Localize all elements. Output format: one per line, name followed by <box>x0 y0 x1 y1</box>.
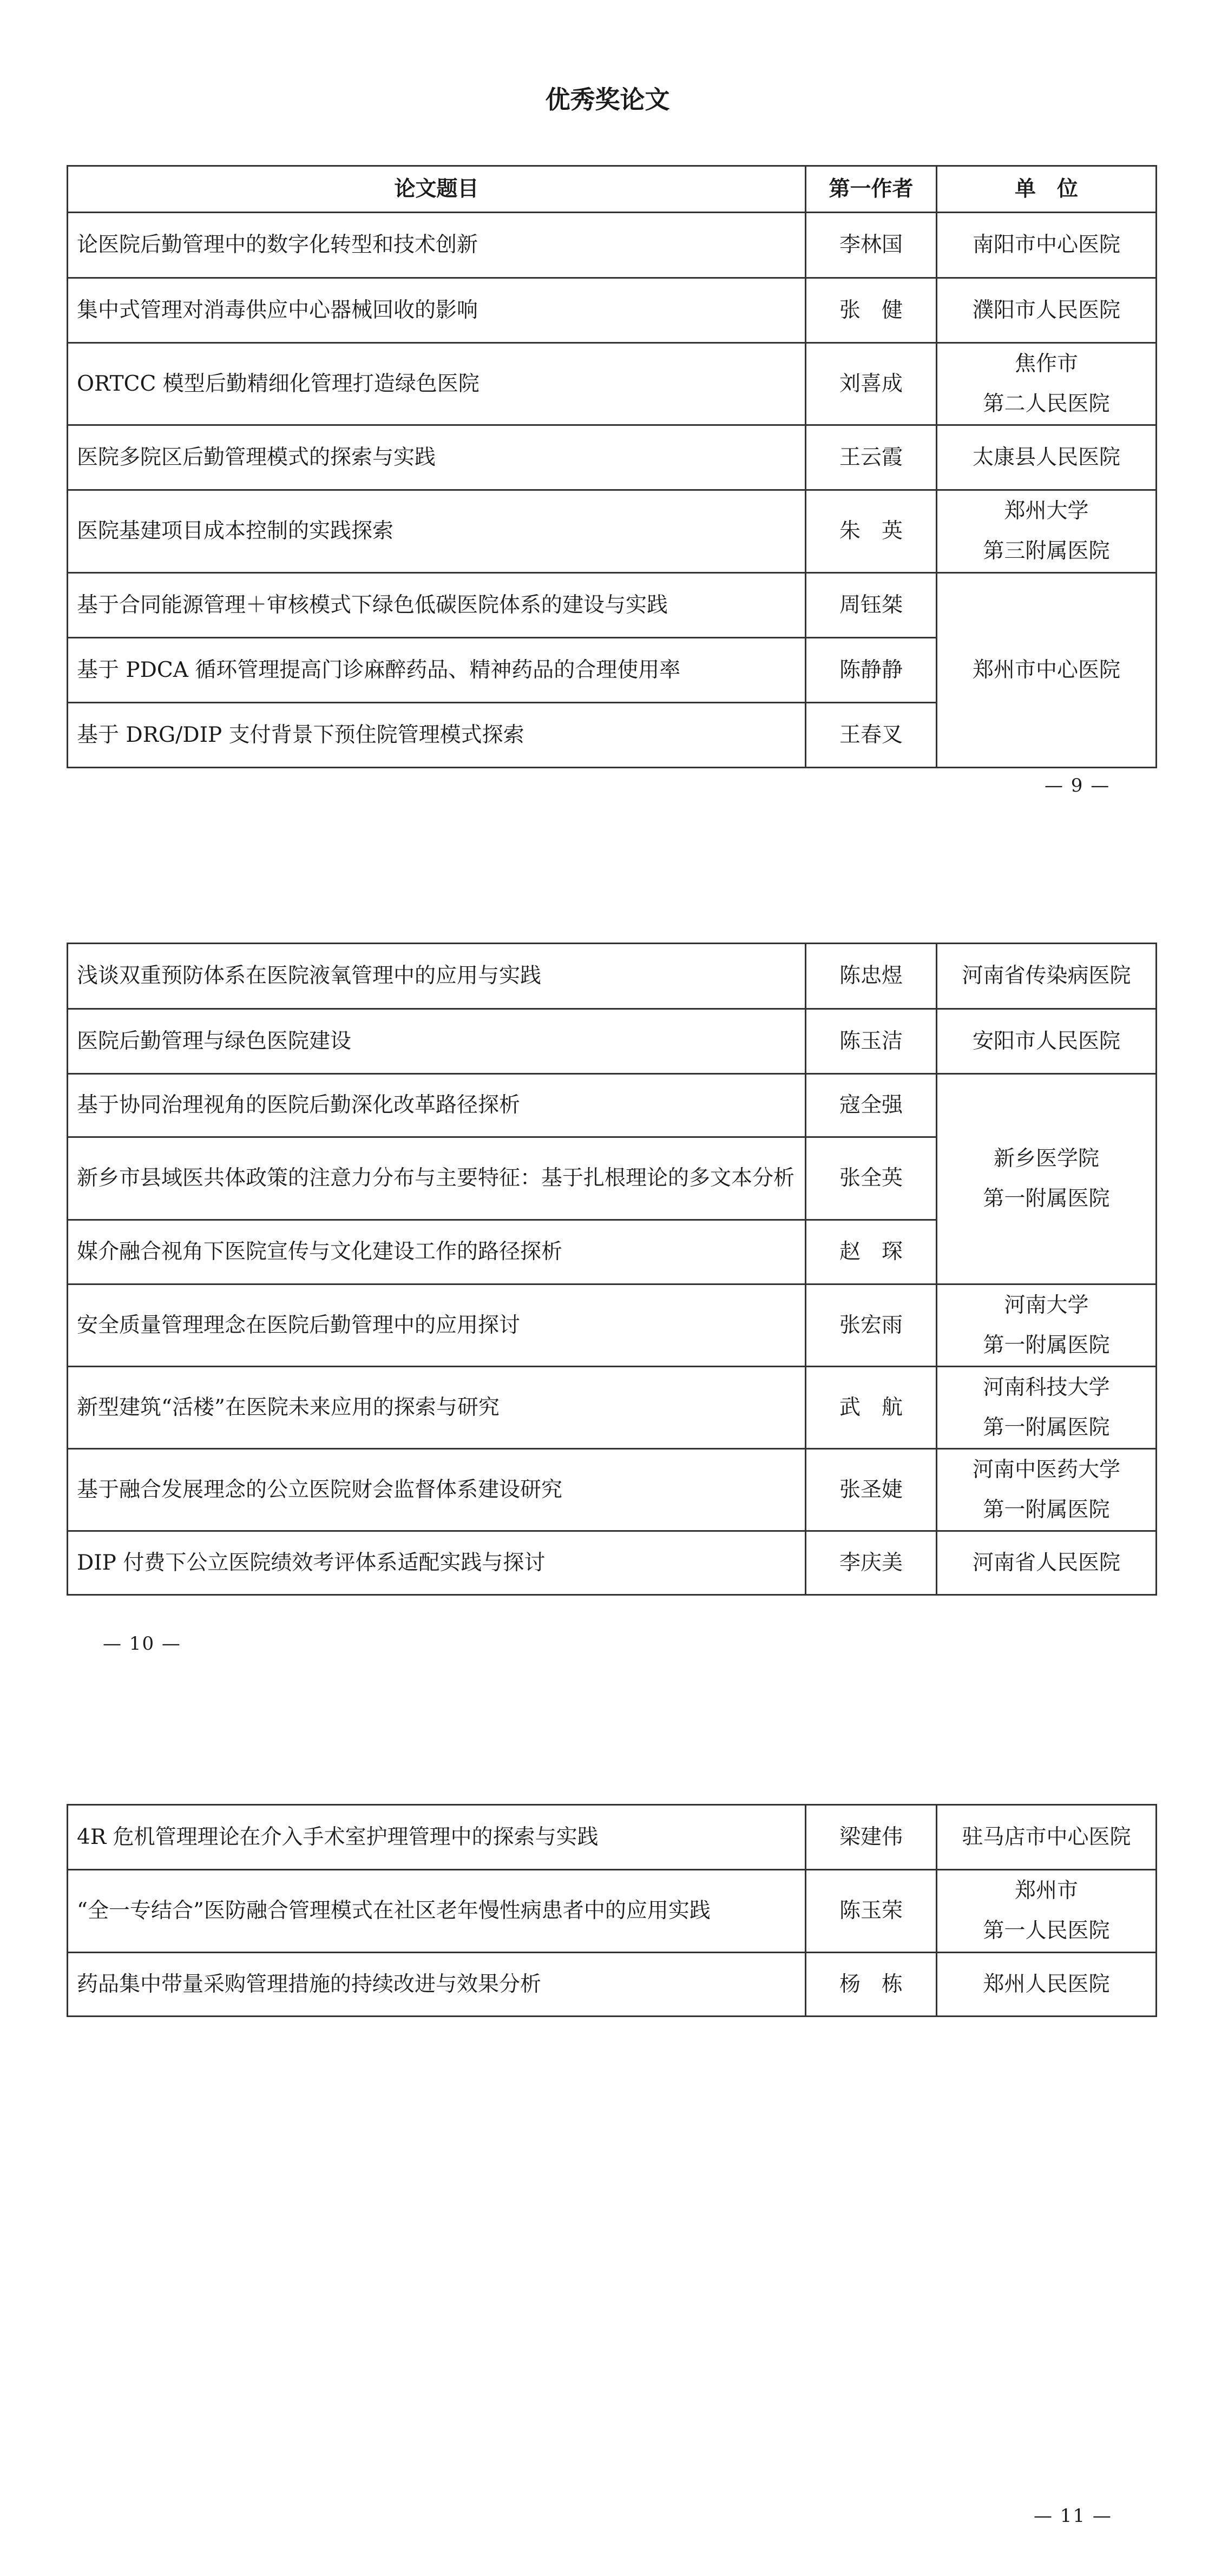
table-row <box>68 573 1157 638</box>
paper-title: 论医院后勤管理中的数字化转型和技术创新 <box>68 213 806 278</box>
paper-title: 药品集中带量采购管理措施的持续改进与效果分析 <box>68 1953 806 2017</box>
first-author: 张圣婕 <box>806 1449 937 1531</box>
table-row <box>68 343 1157 425</box>
unit: 郑州市中心医院 <box>937 573 1157 768</box>
unit-line-2: 第一附属医院 <box>983 1187 1110 1211</box>
paper-title: 安全质量管理理念在医院后勤管理中的应用探讨 <box>68 1284 806 1367</box>
header-first-author: 第一作者 <box>806 166 937 213</box>
unit-line-1: 焦作市 <box>1014 351 1078 376</box>
table-row <box>68 490 1157 573</box>
unit: 河南省传染病医院 <box>937 944 1157 1009</box>
first-author: 陈玉荣 <box>806 1870 937 1953</box>
table-row <box>68 213 1157 278</box>
table-row <box>68 1870 1157 1953</box>
table-header-row <box>68 166 1157 213</box>
paper-title: 基于合同能源管理＋审核模式下绿色低碳医院体系的建设与实践 <box>68 573 806 638</box>
paper-title: 新型建筑“活楼”在医院未来应用的探索与研究 <box>68 1367 806 1449</box>
paper-title: “全一专结合”医防融合管理模式在社区老年慢性病患者中的应用实践 <box>68 1870 806 1953</box>
paper-title: 媒介融合视角下医院宣传与文化建设工作的路径探析 <box>68 1220 806 1284</box>
paper-title: 基于协同治理视角的医院后勤深化改革路径探析 <box>68 1074 806 1137</box>
page-number: — 9 — <box>1045 775 1111 796</box>
unit: 濮阳市人民医院 <box>937 278 1157 343</box>
document-title: 优秀奖论文 <box>545 85 670 114</box>
first-author: 张 健 <box>806 278 937 343</box>
table-row <box>68 278 1157 343</box>
awards-table-page-11 <box>67 1804 1157 2017</box>
unit: 驻马店市中心医院 <box>937 1805 1157 1870</box>
page-number: — 10 — <box>103 1633 181 1655</box>
first-author: 朱 英 <box>806 490 937 573</box>
paper-title: 4R 危机管理理论在介入手术室护理管理中的探索与实践 <box>68 1805 806 1870</box>
first-author: 李林国 <box>806 213 937 278</box>
unit-line-1: 河南中医药大学 <box>972 1457 1120 1482</box>
unit-line-1: 新乡医学院 <box>993 1147 1099 1171</box>
table-row <box>68 1531 1157 1595</box>
table-row <box>68 1953 1157 2017</box>
unit <box>937 1367 1157 1449</box>
first-author: 杨 栋 <box>806 1953 937 2017</box>
first-author: 陈玉洁 <box>806 1009 937 1074</box>
first-author: 张全英 <box>806 1137 937 1220</box>
table-row <box>68 425 1157 490</box>
first-author: 陈静静 <box>806 638 937 703</box>
unit-line-2: 第一附属医院 <box>983 1497 1110 1522</box>
unit <box>937 1074 1157 1284</box>
paper-title: ORTCC 模型后勤精细化管理打造绿色医院 <box>68 343 806 425</box>
unit-line-2: 第二人民医院 <box>983 391 1110 416</box>
first-author: 李庆美 <box>806 1531 937 1595</box>
paper-title: 浅谈双重预防体系在医院液氧管理中的应用与实践 <box>68 944 806 1009</box>
paper-title: 集中式管理对消毒供应中心器械回收的影响 <box>68 278 806 343</box>
unit: 南阳市中心医院 <box>937 213 1157 278</box>
unit <box>937 1284 1157 1367</box>
unit <box>937 1449 1157 1531</box>
first-author: 武 航 <box>806 1367 937 1449</box>
unit-line-2: 第一附属医院 <box>983 1333 1110 1358</box>
paper-title: 基于 DRG/DIP 支付背景下预住院管理模式探索 <box>68 703 806 768</box>
unit-line-1: 郑州市 <box>1014 1879 1078 1903</box>
table-row <box>68 1367 1157 1449</box>
unit: 郑州人民医院 <box>937 1953 1157 2017</box>
unit <box>937 343 1157 425</box>
first-author: 刘喜成 <box>806 343 937 425</box>
table-row <box>68 944 1157 1009</box>
unit <box>937 490 1157 573</box>
paper-title: 医院基建项目成本控制的实践探索 <box>68 490 806 573</box>
unit-line-1: 河南大学 <box>1004 1293 1089 1317</box>
unit-line-1: 郑州大学 <box>1004 499 1089 523</box>
first-author: 陈忠煜 <box>806 944 937 1009</box>
header-paper-title: 论文题目 <box>68 166 806 213</box>
paper-title: 基于 PDCA 循环管理提高门诊麻醉药品、精神药品的合理使用率 <box>68 638 806 703</box>
first-author: 王云霞 <box>806 425 937 490</box>
awards-table-page-10 <box>67 943 1157 1596</box>
unit-line-2: 第三附属医院 <box>983 539 1110 563</box>
unit: 太康县人民医院 <box>937 425 1157 490</box>
first-author: 王春叉 <box>806 703 937 768</box>
table-row <box>68 1009 1157 1074</box>
paper-title: DIP 付费下公立医院绩效考评体系适配实践与探讨 <box>68 1531 806 1595</box>
table-row <box>68 1074 1157 1137</box>
unit-line-2: 第一人民医院 <box>983 1919 1110 1943</box>
header-unit: 单 位 <box>937 166 1157 213</box>
unit-line-1: 河南科技大学 <box>983 1375 1110 1400</box>
first-author: 赵 琛 <box>806 1220 937 1284</box>
table-row <box>68 1805 1157 1870</box>
first-author: 周钰桀 <box>806 573 937 638</box>
unit: 安阳市人民医院 <box>937 1009 1157 1074</box>
unit: 河南省人民医院 <box>937 1531 1157 1595</box>
paper-title: 新乡市县域医共体政策的注意力分布与主要特征：基于扎根理论的多文本分析 <box>68 1137 806 1220</box>
paper-title: 医院多院区后勤管理模式的探索与实践 <box>68 425 806 490</box>
paper-title: 基于融合发展理念的公立医院财会监督体系建设研究 <box>68 1449 806 1531</box>
unit <box>937 1870 1157 1953</box>
first-author: 张宏雨 <box>806 1284 937 1367</box>
first-author: 寇全强 <box>806 1074 937 1137</box>
first-author: 梁建伟 <box>806 1805 937 1870</box>
table-row <box>68 1284 1157 1367</box>
awards-table-page-9 <box>67 165 1157 768</box>
unit-line-2: 第一附属医院 <box>983 1415 1110 1440</box>
page-number: — 11 — <box>1034 2505 1112 2527</box>
table-row <box>68 1449 1157 1531</box>
paper-title: 医院后勤管理与绿色医院建设 <box>68 1009 806 1074</box>
